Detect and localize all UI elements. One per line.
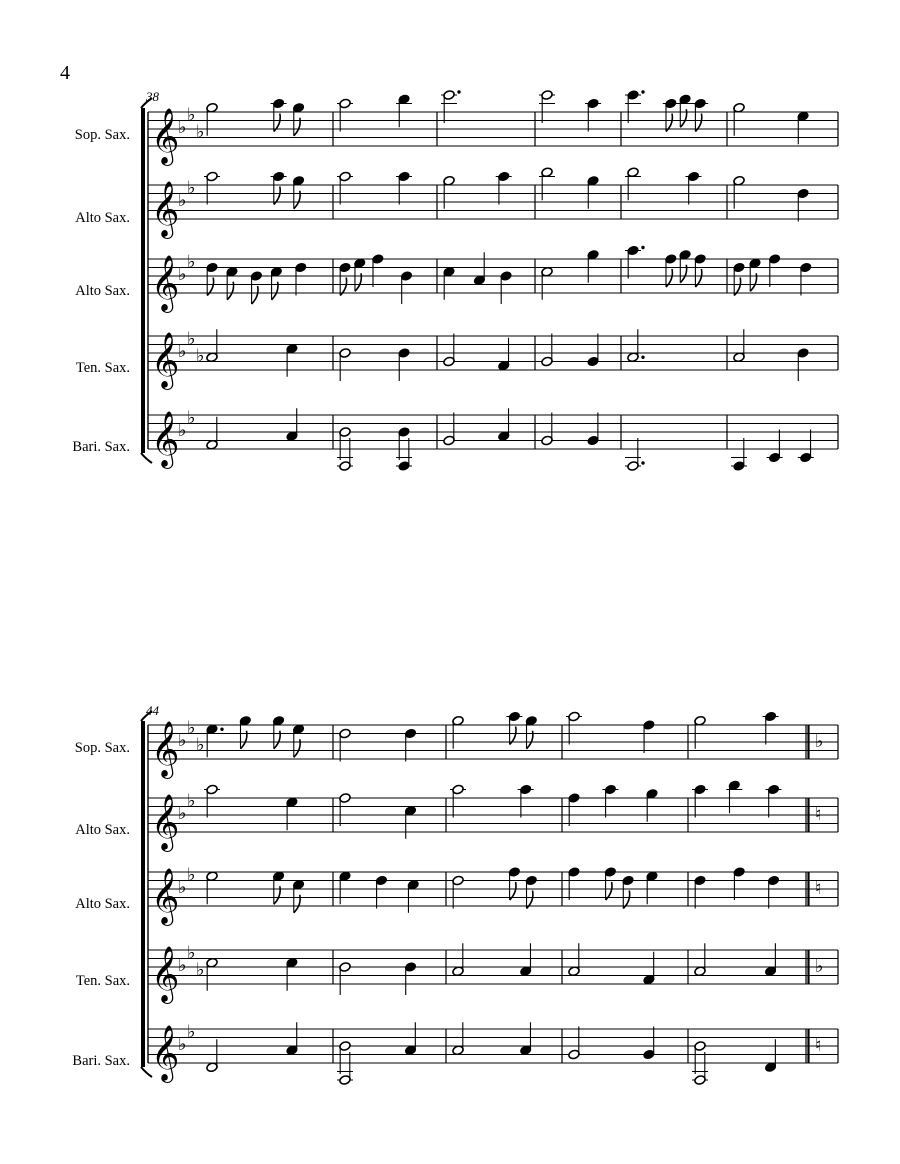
flat-icon: ♭ xyxy=(178,117,187,138)
natural-sign-icon: ♮ xyxy=(815,1035,822,1056)
instrument-label-baritone-sax: Bari. Sax. xyxy=(72,1053,130,1069)
treble-clef-icon: 𝄞 xyxy=(151,181,180,237)
treble-clef-icon: 𝄞 xyxy=(151,411,180,467)
flat-icon: ♭ xyxy=(187,790,196,812)
flat-icon: ♭ xyxy=(187,864,196,886)
flat-icon: ♭ xyxy=(187,328,196,350)
flat-icon: ♭ xyxy=(178,190,187,211)
instrument-label-alto-sax-2: Alto Sax. xyxy=(75,896,130,912)
augmentation-dot xyxy=(220,728,223,731)
instrument-label-baritone-sax: Bari. Sax. xyxy=(72,439,130,455)
flat-icon: ♭ xyxy=(187,717,196,739)
treble-clef-icon: 𝄞 xyxy=(151,946,180,1002)
augmentation-dot xyxy=(457,90,460,93)
bracket-hook-top xyxy=(141,711,152,721)
flat-icon: ♭ xyxy=(178,955,187,976)
treble-clef-icon: 𝄞 xyxy=(151,255,180,311)
treble-clef-icon: 𝄞 xyxy=(151,721,180,777)
treble-clef-icon: 𝄞 xyxy=(151,108,180,164)
natural-sign-icon: ♮ xyxy=(815,878,822,899)
augmentation-dot xyxy=(641,246,644,249)
flat-icon: ♭ xyxy=(178,877,187,898)
measure-number: 44 xyxy=(146,703,159,718)
instrument-label-soprano-sax: Sop. Sax. xyxy=(74,740,130,756)
flat-icon: ♭ xyxy=(187,177,196,199)
instrument-label-soprano-sax: Sop. Sax. xyxy=(74,127,130,143)
flat-icon: ♭ xyxy=(178,1034,187,1055)
flat-icon: ♭ xyxy=(178,264,187,285)
flat-icon: ♭ xyxy=(187,407,196,429)
augmentation-dot xyxy=(641,356,644,359)
flat-icon: ♭ xyxy=(187,1021,196,1043)
flat-icon: ♭ xyxy=(196,345,205,367)
treble-clef-icon: 𝄞 xyxy=(151,1025,180,1081)
instrument-label-alto-sax-1: Alto Sax. xyxy=(75,822,130,838)
measure-number: 38 xyxy=(146,89,159,104)
page-number: 4 xyxy=(60,62,70,84)
instrument-label-tenor-sax: Ten. Sax. xyxy=(75,360,130,376)
flat-icon: ♭ xyxy=(187,104,196,126)
flat-icon: ♭ xyxy=(815,731,824,752)
flat-icon: ♭ xyxy=(178,730,187,751)
instrument-label-alto-sax-2: Alto Sax. xyxy=(75,283,130,299)
instrument-label-alto-sax-1: Alto Sax. xyxy=(75,210,130,226)
flat-icon: ♭ xyxy=(196,121,205,143)
system-bracket xyxy=(141,108,145,453)
flat-icon: ♭ xyxy=(815,956,824,977)
flat-icon: ♭ xyxy=(187,251,196,273)
treble-clef-icon: 𝄞 xyxy=(151,794,180,850)
flat-icon: ♭ xyxy=(178,420,187,441)
flat-icon: ♭ xyxy=(178,341,187,362)
note-flag xyxy=(252,286,258,304)
flat-icon: ♭ xyxy=(187,942,196,964)
treble-clef-icon: 𝄞 xyxy=(151,332,180,388)
augmentation-dot xyxy=(641,461,644,464)
bracket-hook-top xyxy=(141,98,152,108)
system-bracket xyxy=(141,721,145,1067)
treble-clef-icon: 𝄞 xyxy=(151,868,180,924)
augmentation-dot xyxy=(641,90,644,93)
flat-icon: ♭ xyxy=(196,959,205,981)
flat-icon: ♭ xyxy=(196,734,205,756)
instrument-label-tenor-sax: Ten. Sax. xyxy=(75,973,130,989)
natural-sign-icon: ♮ xyxy=(815,804,822,825)
flat-icon: ♭ xyxy=(178,803,187,824)
